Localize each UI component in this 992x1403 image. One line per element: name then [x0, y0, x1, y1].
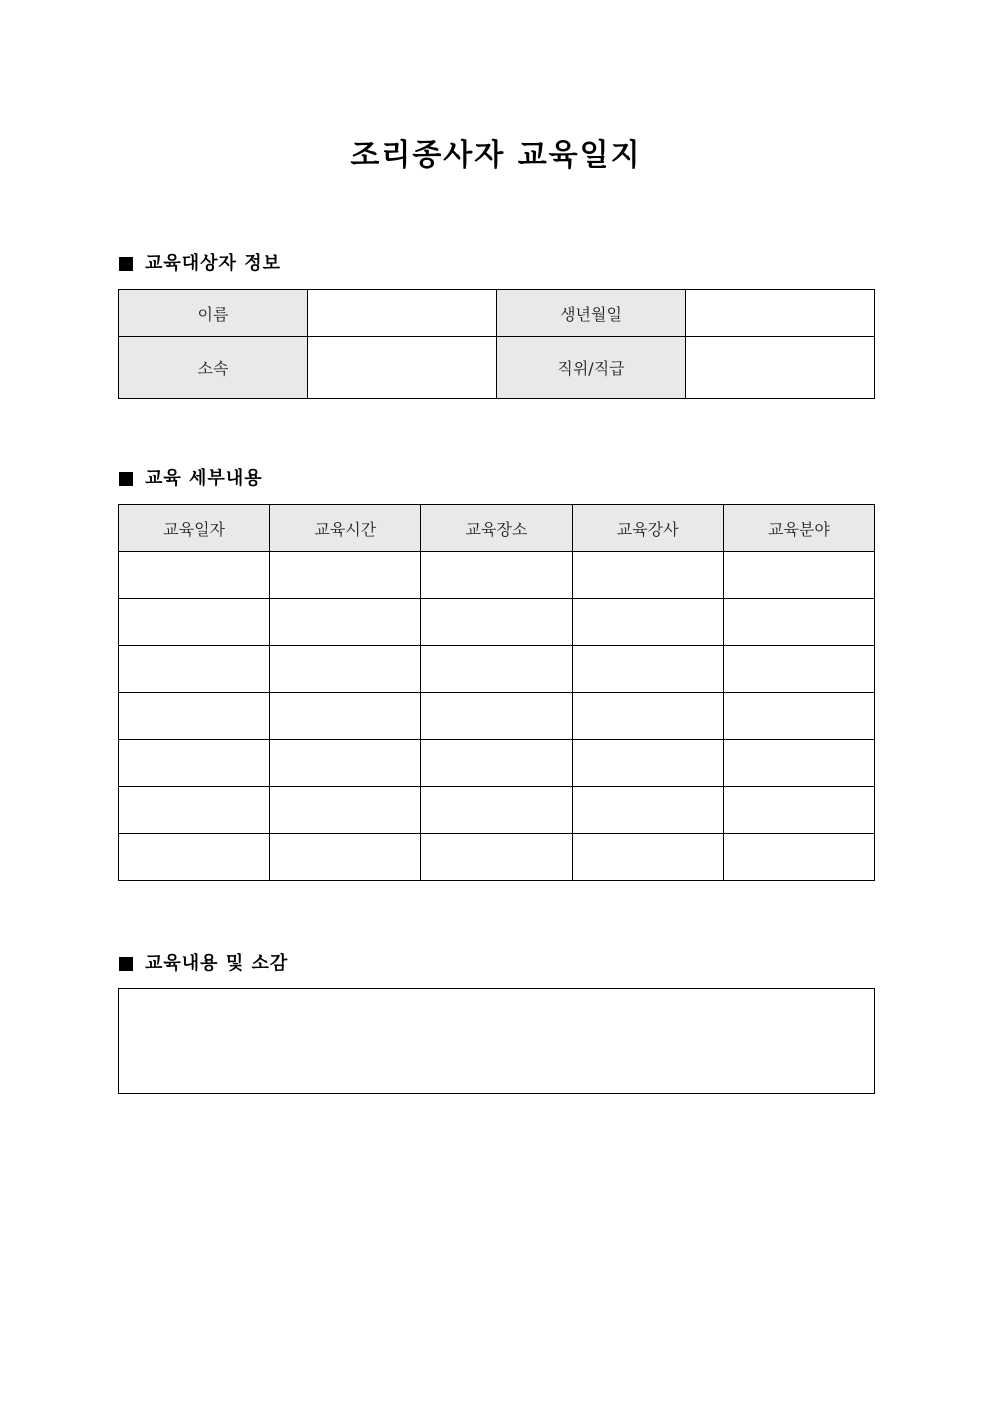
birthdate-label: 생년월일: [497, 290, 686, 337]
table-cell[interactable]: [723, 646, 874, 693]
table-cell[interactable]: [723, 552, 874, 599]
table-cell[interactable]: [421, 552, 572, 599]
square-bullet-icon: [119, 957, 133, 971]
section-heading-label: 교육 세부내용: [145, 468, 263, 489]
table-cell[interactable]: [572, 693, 723, 740]
table-row: [119, 740, 875, 787]
section-heading-label: 교육대상자 정보: [145, 253, 281, 274]
affiliation-field[interactable]: [308, 337, 497, 399]
table-cell[interactable]: [421, 834, 572, 881]
table-cell[interactable]: [119, 693, 270, 740]
table-cell[interactable]: [572, 787, 723, 834]
table-cell[interactable]: [119, 599, 270, 646]
affiliation-label: 소속: [119, 337, 308, 399]
table-cell[interactable]: [270, 740, 421, 787]
trainee-info-table: [118, 289, 875, 399]
table-cell[interactable]: [572, 646, 723, 693]
name-field[interactable]: [308, 290, 497, 337]
table-cell[interactable]: [421, 787, 572, 834]
table-cell[interactable]: [572, 599, 723, 646]
table-cell[interactable]: [119, 787, 270, 834]
table-row: [119, 693, 875, 740]
column-header-field: 교육분야: [723, 505, 874, 552]
position-field[interactable]: [686, 337, 875, 399]
table-cell[interactable]: [270, 552, 421, 599]
table-row: [119, 834, 875, 881]
table-row: [119, 337, 875, 399]
table-cell[interactable]: [723, 599, 874, 646]
square-bullet-icon: [119, 257, 133, 271]
table-cell[interactable]: [723, 834, 874, 881]
table-cell[interactable]: [270, 834, 421, 881]
table-cell[interactable]: [119, 552, 270, 599]
column-header-instructor: 교육강사: [572, 505, 723, 552]
birthdate-field[interactable]: [686, 290, 875, 337]
column-header-time: 교육시간: [270, 505, 421, 552]
table-cell[interactable]: [270, 787, 421, 834]
square-bullet-icon: [119, 472, 133, 486]
table-cell[interactable]: [572, 740, 723, 787]
page-title: 조리종사자 교육일지: [350, 138, 642, 173]
table-cell[interactable]: [723, 787, 874, 834]
table-row: [119, 646, 875, 693]
table-row: [119, 290, 875, 337]
section-heading-education-details: [119, 467, 263, 491]
table-cell[interactable]: [421, 693, 572, 740]
column-header-place: 교육장소: [421, 505, 572, 552]
table-cell[interactable]: [119, 834, 270, 881]
column-header-date: 교육일자: [119, 505, 270, 552]
section-heading-label: 교육내용 및 소감: [145, 953, 289, 974]
table-cell[interactable]: [270, 646, 421, 693]
content-impressions-field[interactable]: [118, 988, 875, 1094]
table-cell[interactable]: [723, 693, 874, 740]
table-cell[interactable]: [421, 740, 572, 787]
education-details-table: [118, 504, 875, 881]
position-label: 직위/직급: [497, 337, 686, 399]
table-cell[interactable]: [421, 599, 572, 646]
table-row: [119, 599, 875, 646]
table-cell[interactable]: [572, 552, 723, 599]
table-cell[interactable]: [270, 599, 421, 646]
table-row: [119, 787, 875, 834]
table-cell[interactable]: [572, 834, 723, 881]
table-cell[interactable]: [119, 646, 270, 693]
section-heading-trainee-info: [119, 252, 281, 276]
table-cell[interactable]: [723, 740, 874, 787]
name-label: 이름: [119, 290, 308, 337]
table-header-row: [119, 505, 875, 552]
table-row: [119, 552, 875, 599]
table-cell[interactable]: [421, 646, 572, 693]
section-heading-content-impressions: [119, 952, 288, 976]
table-cell[interactable]: [119, 740, 270, 787]
table-cell[interactable]: [270, 693, 421, 740]
